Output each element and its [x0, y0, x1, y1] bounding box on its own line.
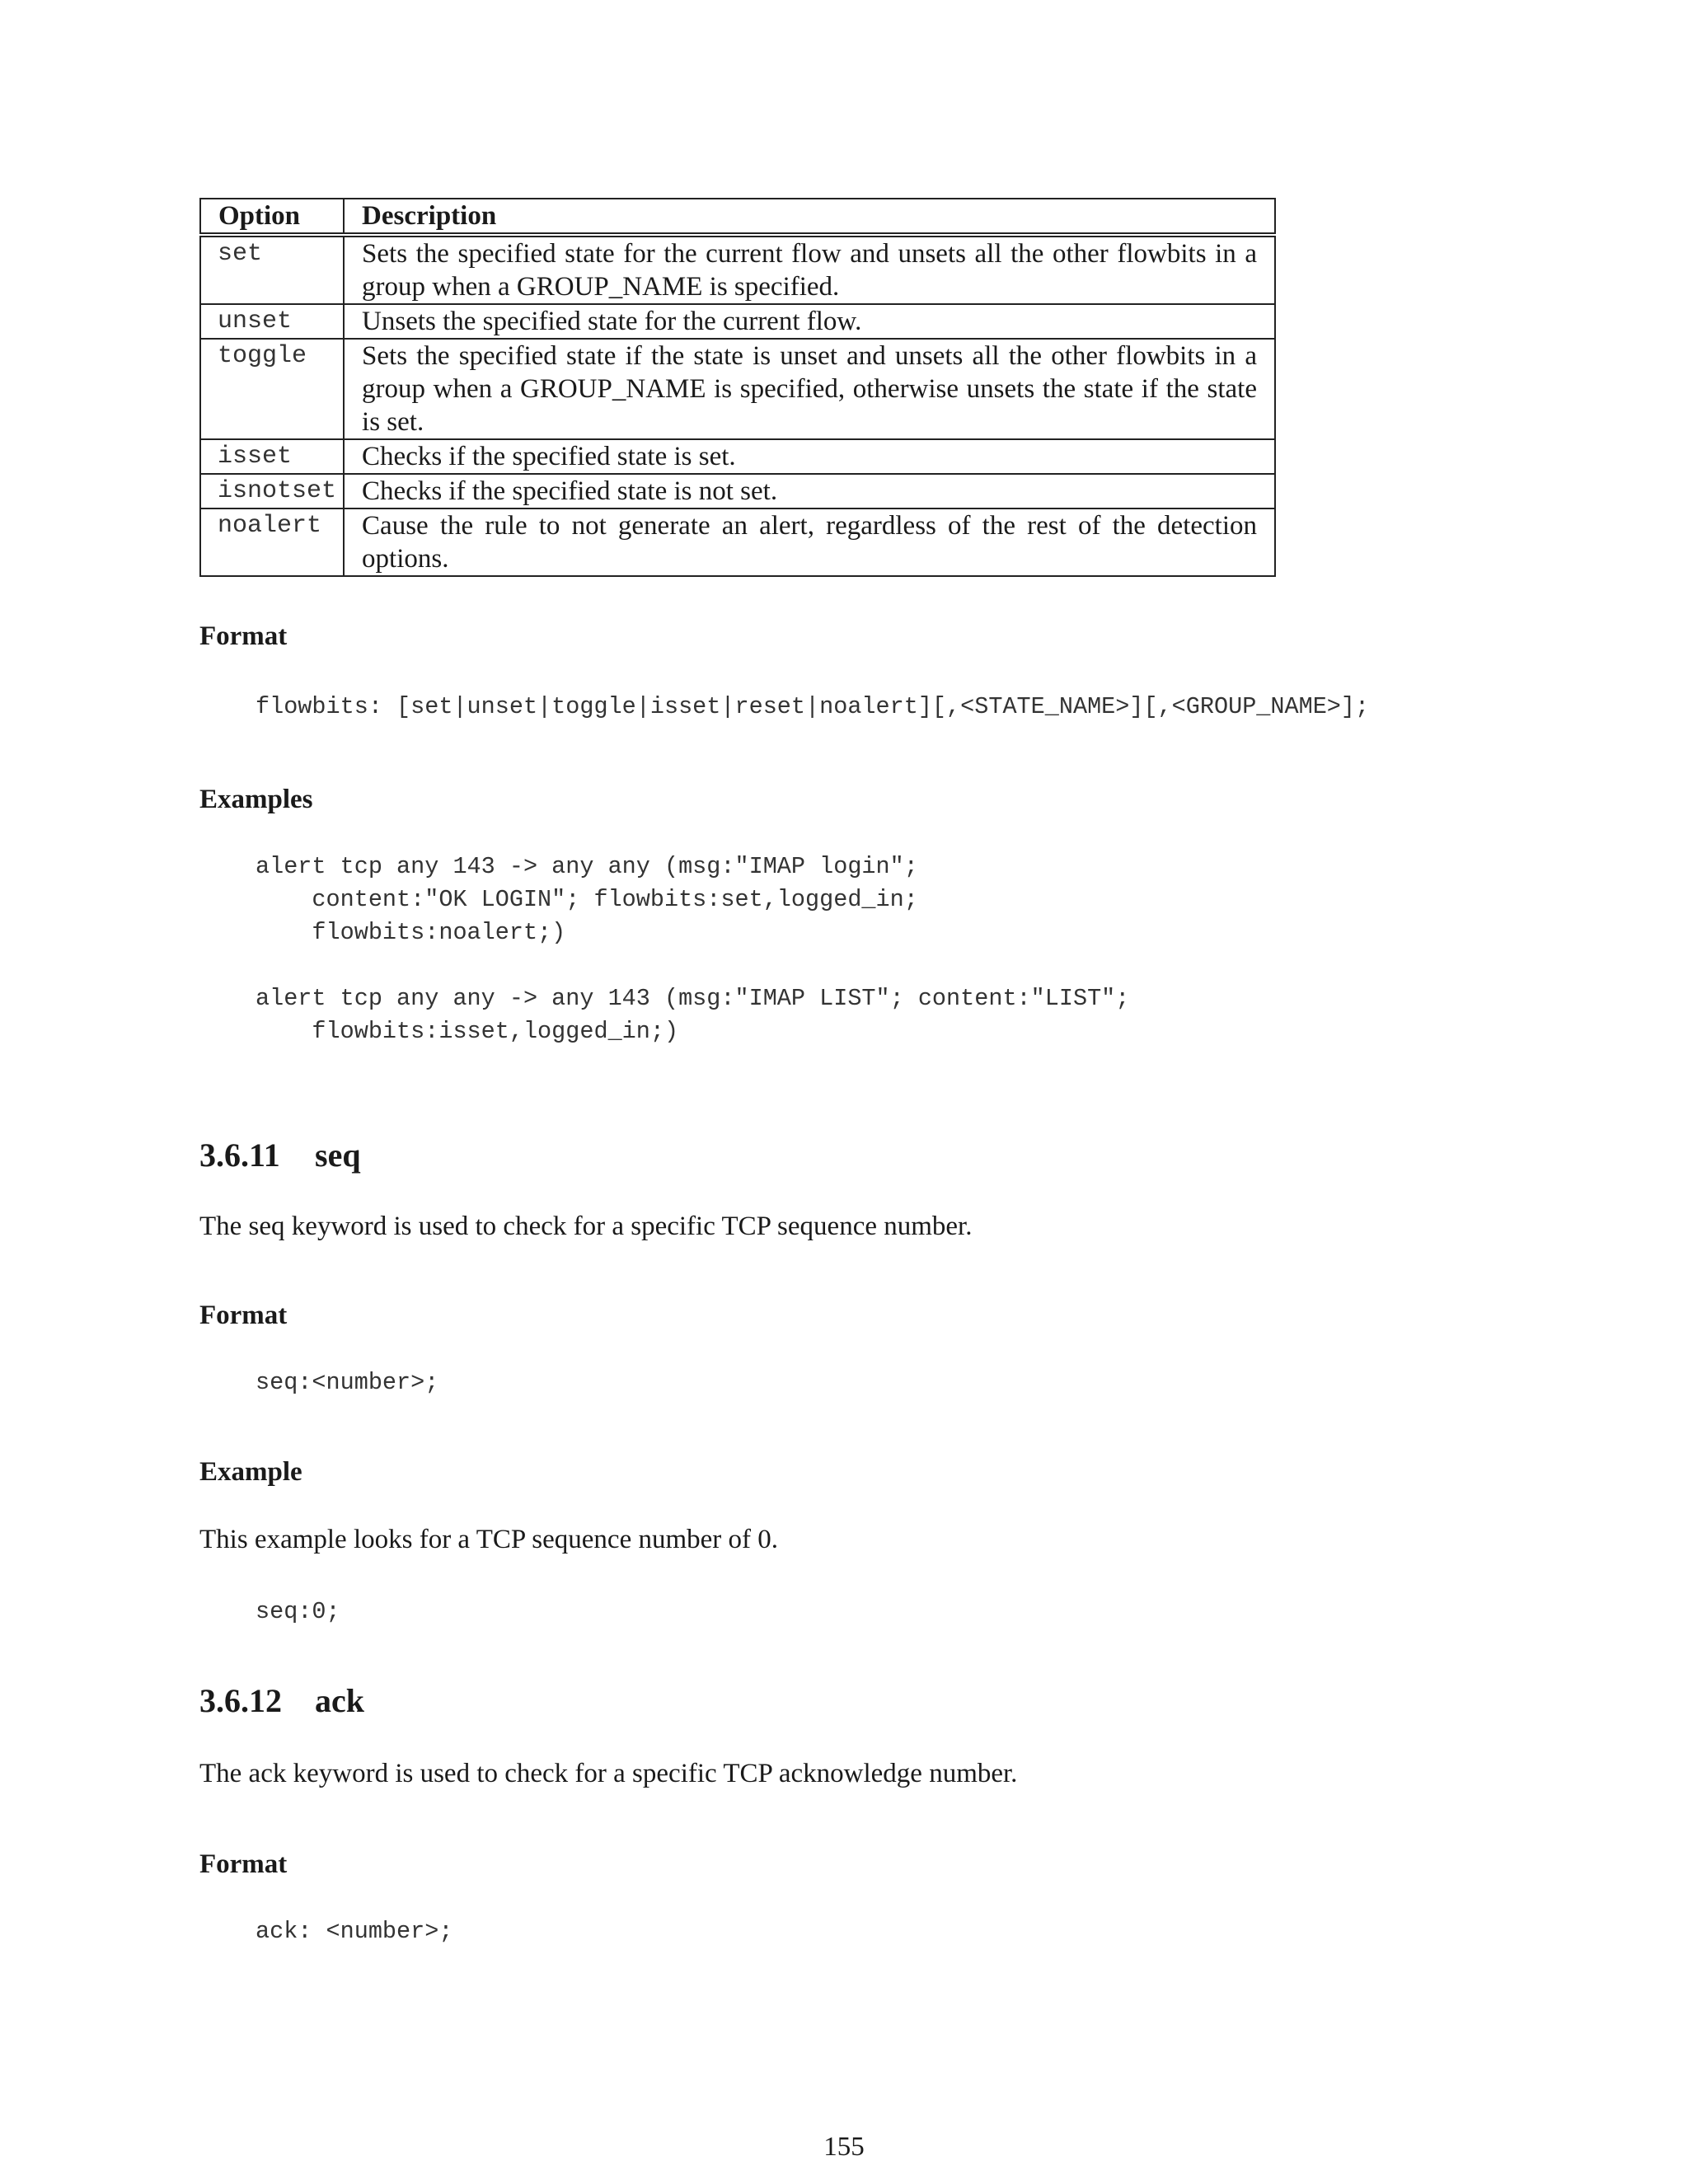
seq-example-text: This example looks for a TCP sequence number of 0. [199, 1525, 779, 1554]
option-cell: noalert [200, 509, 344, 576]
seq-example-heading: Example [199, 1457, 302, 1487]
ack-format-code: ack: <number>; [256, 1918, 453, 1945]
section-title: ack [315, 1682, 364, 1719]
page-number: 155 [823, 2132, 865, 2162]
seq-example-code: seq:0; [256, 1598, 340, 1625]
column-header-description: Description [344, 199, 1275, 235]
table-row [200, 235, 1275, 304]
description-cell: Unsets the specified state for the current flow. [344, 304, 1275, 339]
option-cell: unset [200, 304, 344, 339]
table-row [200, 439, 1275, 474]
table-row [200, 474, 1275, 509]
section-number: 3.6.11 [199, 1137, 280, 1174]
description-cell: Sets the specified state for the current flow and unsets all the other flowbits in a group when a GROUP_NAME is specified. [344, 235, 1275, 304]
option-cell: isset [200, 439, 344, 474]
ack-intro: The ack keyword is used to check for a specific TCP acknowledge number. [199, 1759, 1018, 1788]
option-cell: isnotset [200, 474, 344, 509]
description-cell: Checks if the specified state is set. [344, 439, 1275, 474]
table-row [200, 304, 1275, 339]
flowbits-example-code-1: alert tcp any 143 -> any any (msg:"IMAP login"; content:"OK LOGIN"; flowbits:set,logged_in; flowbits:noalert;) [256, 853, 918, 946]
ack-format-heading: Format [199, 1849, 288, 1879]
description-cell: Cause the rule to not generate an alert, regardless of the rest of the detection options. [344, 509, 1275, 576]
seq-intro: The seq keyword is used to check for a specific TCP sequence number. [199, 1212, 973, 1241]
table-header-row [200, 199, 1275, 235]
option-cell: set [200, 235, 344, 304]
column-header-option: Option [200, 199, 344, 235]
description-cell: Sets the specified state if the state is unset and unsets all the other flowbits in a group when a GROUP_NAME is specified, otherwise unsets the state if the state is set. [344, 339, 1275, 439]
table-row [200, 509, 1275, 576]
flowbits-options-table [199, 198, 1276, 577]
format-heading: Format [199, 621, 288, 651]
seq-format-code: seq:<number>; [256, 1369, 439, 1396]
description-cell: Checks if the specified state is not set. [344, 474, 1275, 509]
flowbits-example-code-2: alert tcp any any -> any 143 (msg:"IMAP LIST"; content:"LIST"; flowbits:isset,logged_in;) [256, 985, 1130, 1045]
section-number: 3.6.12 [199, 1682, 282, 1719]
section-title: seq [315, 1137, 361, 1174]
flowbits-format-code: flowbits: [set|unset|toggle|isset|reset|noalert][,<STATE_NAME>][,<GROUP_NAME>]; [256, 693, 1370, 720]
table-row [200, 339, 1275, 439]
section-heading-seq [199, 1136, 361, 1175]
examples-heading: Examples [199, 785, 313, 814]
option-cell: toggle [200, 339, 344, 439]
section-heading-ack [199, 1681, 364, 1721]
seq-format-heading: Format [199, 1301, 288, 1330]
